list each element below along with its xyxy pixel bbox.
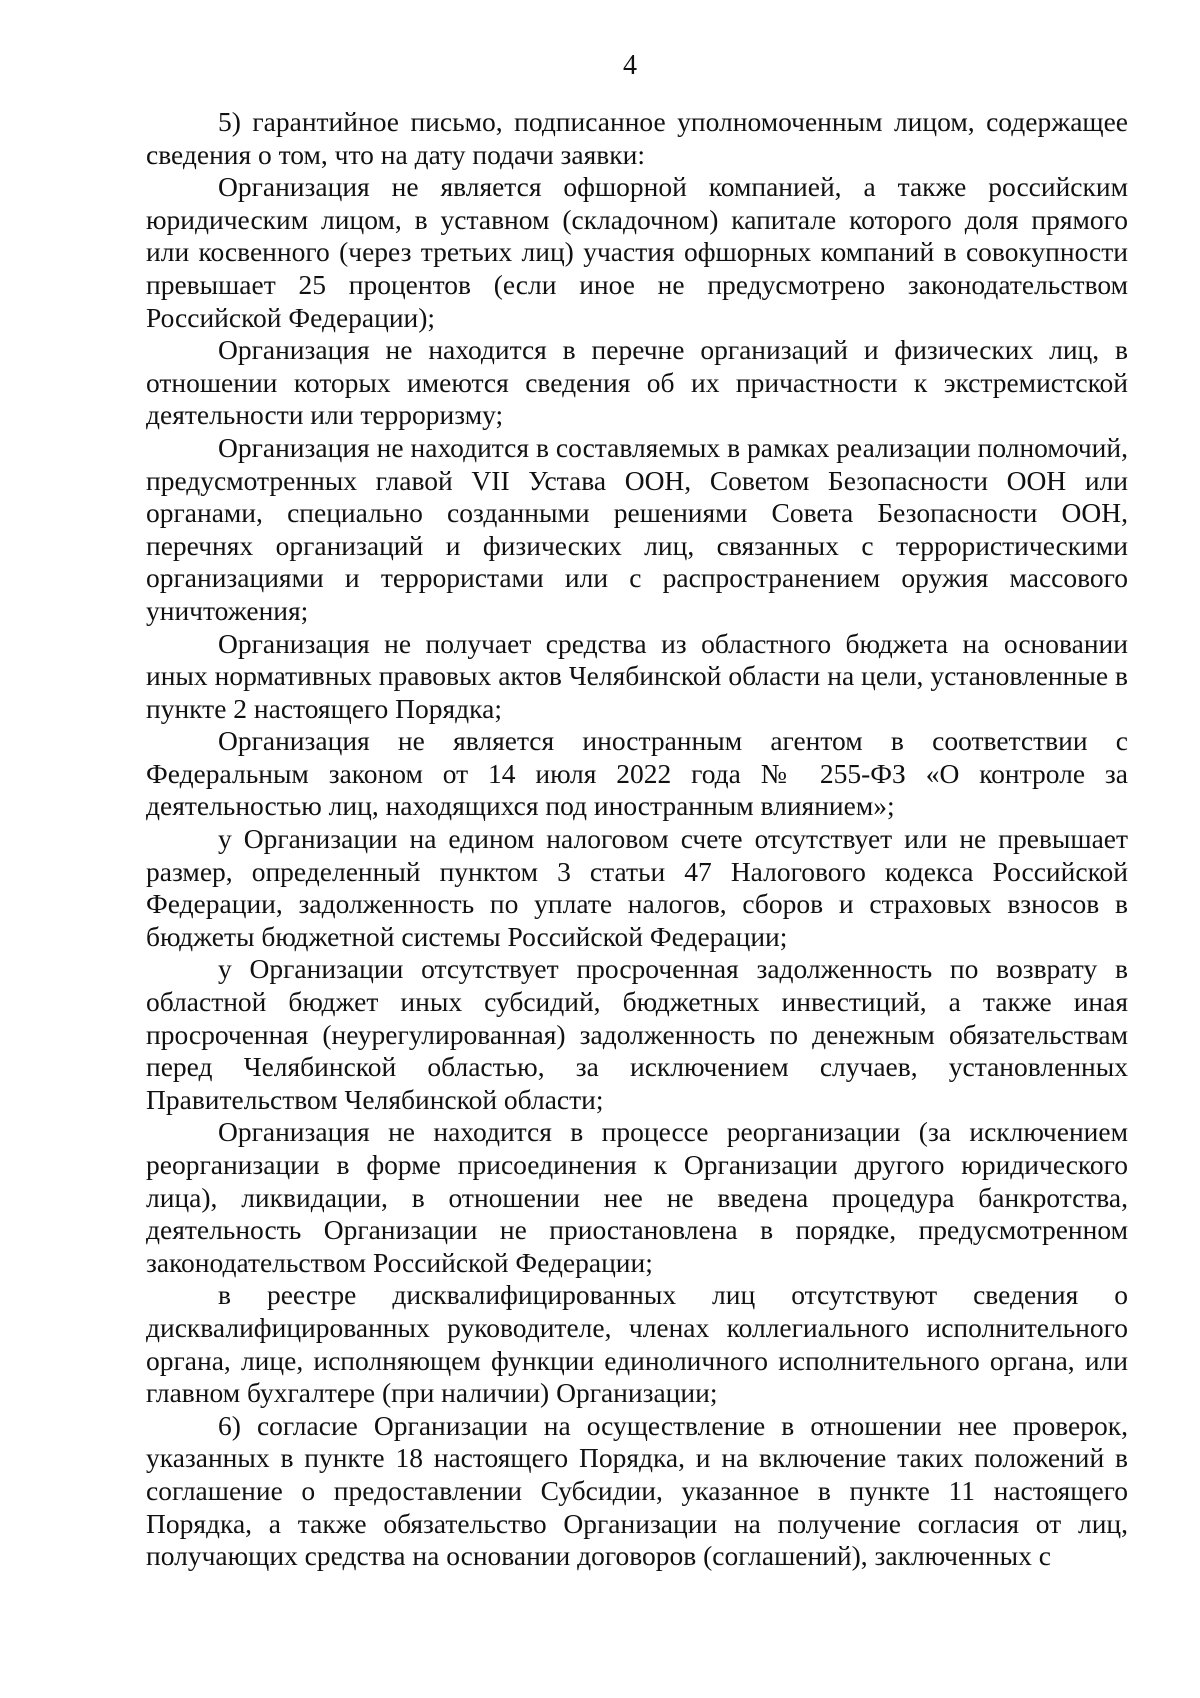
paragraph-un-sanctions-list: Организация не находится в составляемых в рамках реализации полномочий, предусмотренных главой VII Устава ООН, Советом Безопасности ООН или органами, специально созданными решениями Совета Безопасности ООН, перечнях организаций и физических лиц, связанных с террористическими организациями и террористами или с распространением оружия массового уничтожения;: [146, 431, 1128, 626]
document-body: [146, 106, 1128, 1573]
page-number: 4: [623, 50, 637, 81]
paragraph-foreign-agent: Организация не является иностранным агентом в соответствии с Федеральным законом от 14 июля 2022 года № 255-ФЗ «О контроле за деятельностью лиц, находящихся под иностранным влиянием»;: [146, 725, 1128, 822]
paragraph-extremism-list: Организация не находится в перечне организаций и физических лиц, в отношении которых имеются сведения об их причастности к экстремистской деятельности или терроризму;: [146, 334, 1128, 431]
paragraph-offshore: Организация не является офшорной компанией, а также российским юридическим лицом, в уставном (складочном) капитале которого доля прямого или косвенного (через третьих лиц) участия офшорных компаний в совокупности превышает 25 процентов (если иное не предусмотрено законодательством Российской Федерации);: [146, 171, 1128, 333]
paragraph-overdue-debt: у Организации отсутствует просроченная задолженность по возврату в областной бюджет иных субсидий, бюджетных инвестиций, а также иная просроченная (неурегулированная) задолженность по денежным обязательствам перед Челябинской областью, за исключением случаев, установленных Правительством Челябинской области;: [146, 953, 1128, 1115]
paragraph-reorganization: Организация не находится в процессе реорганизации (за исключением реорганизации в форме присоединения к Организации другого юридического лица), ликвидации, в отношении нее не введена процедура банкротства, деятельность Организации не приостановлена в порядке, предусмотренном законодательством Российской Федерации;: [146, 1116, 1128, 1278]
paragraph-item-6-consent: 6) согласие Организации на осуществление в отношении нее проверок, указанных в пункте 18 настоящего Порядка, и на включение таких положений в соглашение о предоставлении Субсидии, указанное в пункте 11 настоящего Порядка, а также обязательство Организации на получение согласия от лиц, получающих средства на основании договоров (соглашений), заключенных с: [146, 1409, 1128, 1572]
paragraph-tax-debt: у Организации на едином налоговом счете отсутствует или не превышает размер, определенный пунктом 3 статьи 47 Налогового кодекса Российской Федерации, задолженность по уплате налогов, сборов и страховых взносов в бюджеты бюджетной системы Российской Федерации;: [146, 823, 1128, 952]
paragraph-regional-budget-funds: Организация не получает средства из областного бюджета на основании иных нормативных правовых актов Челябинской области на цели, установленные в пункте 2 настоящего Порядка;: [146, 627, 1128, 724]
paragraph-item-5-guarantee-letter: 5) гарантийное письмо, подписанное уполномоченным лицом, содержащее сведения о том, что на дату подачи заявки:: [146, 106, 1128, 170]
paragraph-disqualified-persons: в реестре дисквалифицированных лиц отсутствуют сведения о дисквалифицированных руководителе, членах коллегиального исполнительного органа, лице, исполняющем функции единоличного исполнительного органа, или главном бухгалтере (при наличии) Организации;: [146, 1279, 1128, 1409]
